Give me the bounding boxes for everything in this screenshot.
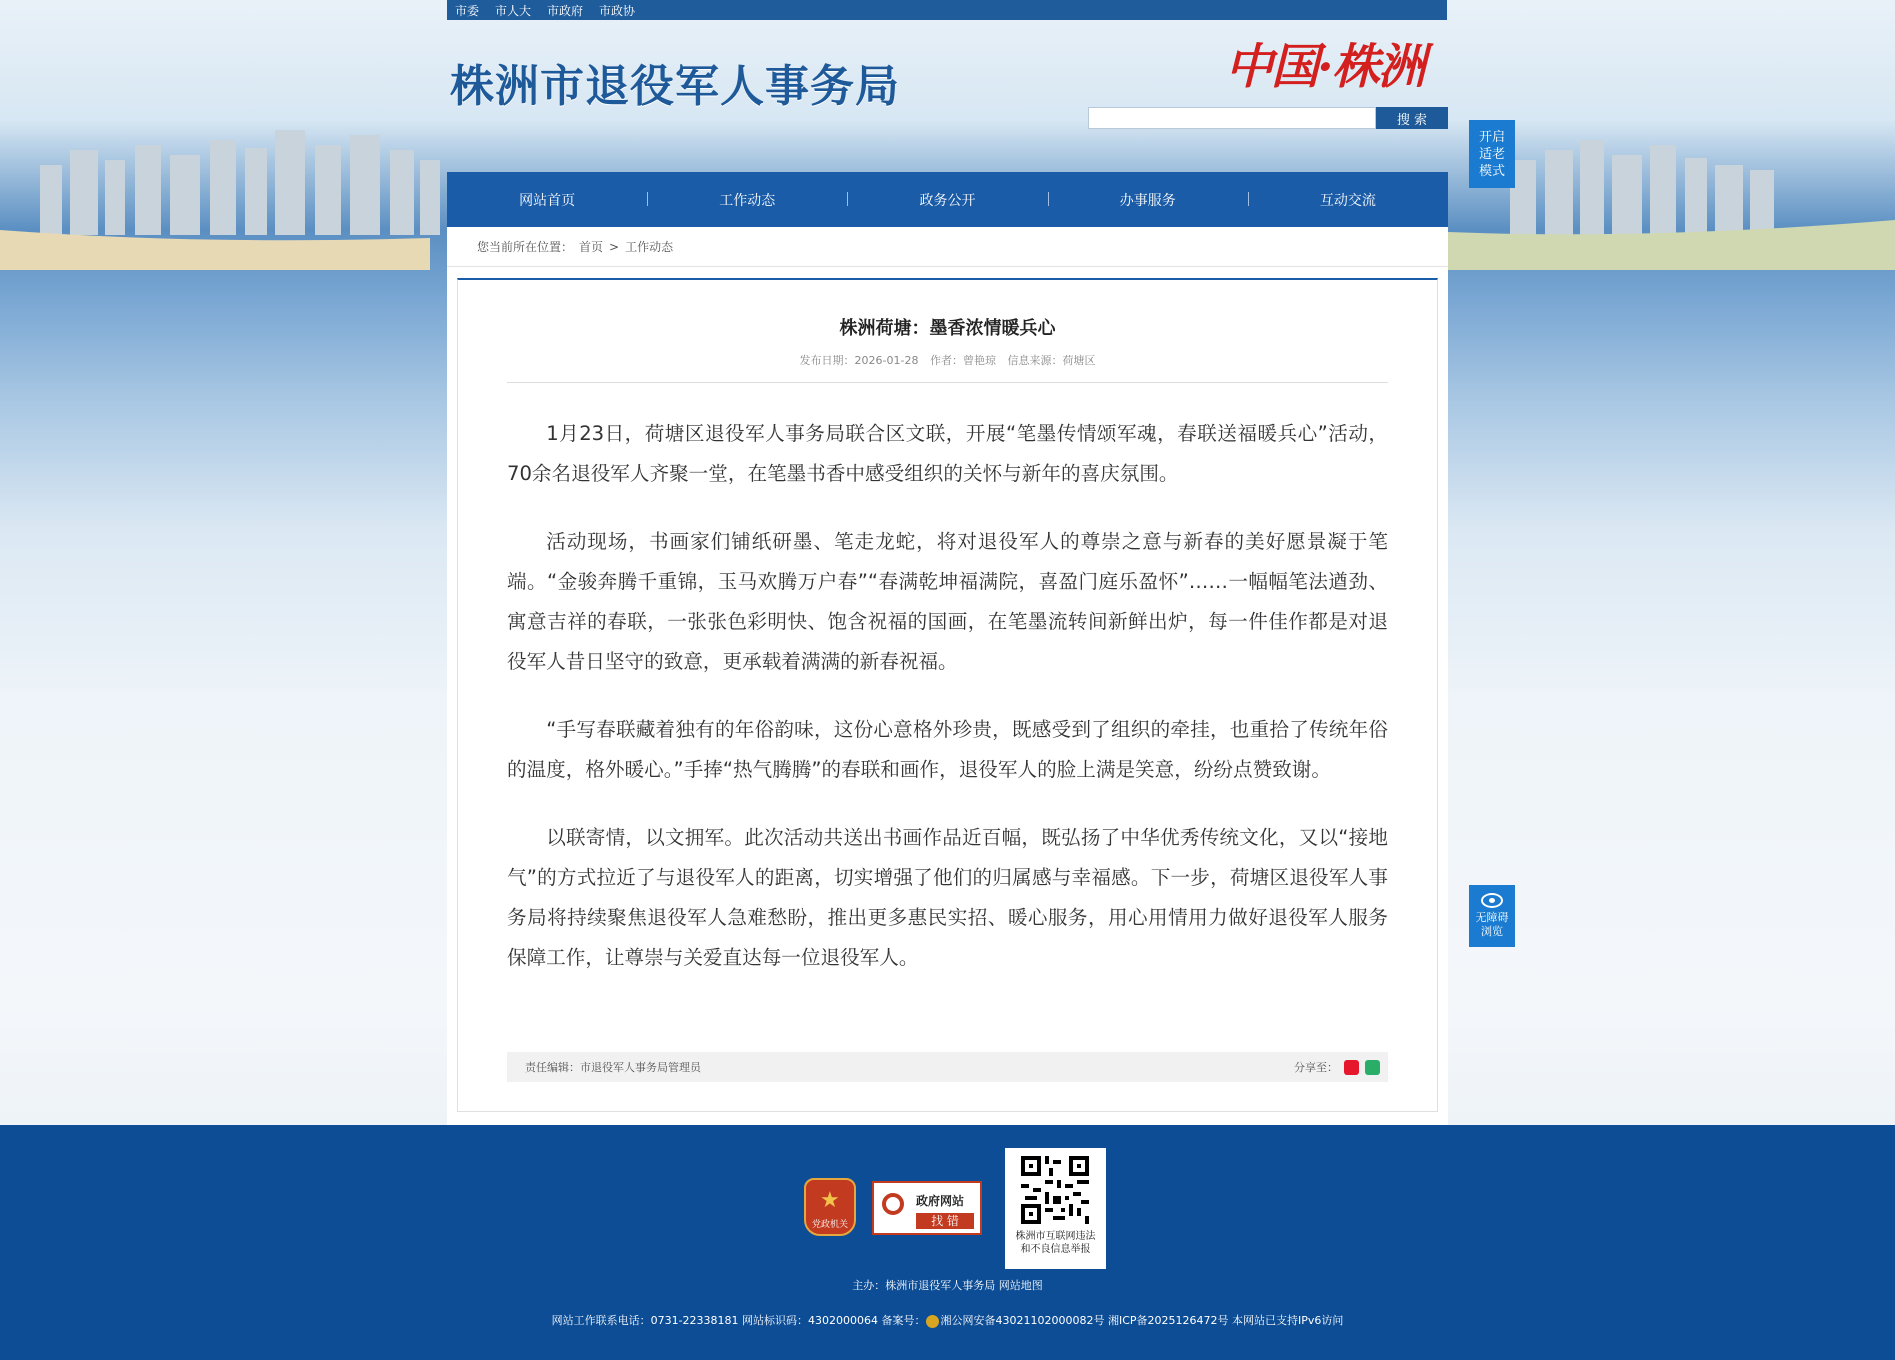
- footer-contact-a: 网站工作联系电话：0731-22338181 网站标识码：4302000064 备案号：: [551, 1314, 926, 1327]
- share-label: 分享至：: [1294, 1061, 1338, 1074]
- eye-icon: [1481, 893, 1503, 908]
- accessibility-button[interactable]: [1469, 885, 1515, 947]
- article-footer-bar: [507, 1052, 1388, 1082]
- magnifier-icon: [882, 1193, 904, 1215]
- china-zhuzhou-calligraphy-logo: 中国·株洲: [1225, 39, 1424, 95]
- wechat-share-icon[interactable]: [1365, 1060, 1380, 1075]
- qr-caption: [1005, 1230, 1106, 1256]
- meta-date-label: 发布日期：: [799, 354, 855, 367]
- breadcrumb-home[interactable]: 首页: [579, 240, 604, 254]
- divider: [507, 382, 1388, 383]
- breadcrumb: [447, 227, 1448, 267]
- footer-host: 主办：株洲市退役军人事务局 网站地图: [852, 1279, 1043, 1292]
- paragraph: 以联寄情，以文拥军。此次活动共送出书画作品近百幅，既弘扬了中华优秀传统文化，又以“接地气”的方式拉近了与退役军人的距离，切实增强了他们的归属感与幸福感。下一步，荷塘区退役军人事务局将持续聚焦退役军人急难愁盼，推出更多惠民实招、暖心服务，用心用情用力做好退役军人服务保障工作，让尊崇与关爱直达每一位退役军人。: [507, 826, 1388, 969]
- police-badge-icon[interactable]: [926, 1315, 939, 1328]
- party-gov-badge[interactable]: [804, 1178, 856, 1236]
- elder-mode-button[interactable]: [1469, 120, 1515, 188]
- top-link-congress[interactable]: 市人大: [495, 3, 532, 18]
- nav-work-news[interactable]: 工作动态: [647, 190, 847, 210]
- top-link-cppcc[interactable]: 市政协: [599, 3, 636, 18]
- qr-caption-line2: 和不良信息举报: [1020, 1244, 1091, 1255]
- elder-mode-label: 开启适老模式: [1478, 129, 1505, 179]
- emblem-icon: ★: [820, 1188, 840, 1213]
- top-link-party[interactable]: 市委: [455, 3, 480, 18]
- footer-contact-b[interactable]: 湘公网安备43021102000082号 湘ICP备2025126472号 本网站已支持IPv6访问: [940, 1314, 1344, 1327]
- meta-source: [1007, 354, 1095, 367]
- nav-services[interactable]: 办事服务: [1048, 190, 1248, 210]
- report-qr-code[interactable]: [1005, 1148, 1106, 1269]
- share-area: [1294, 1052, 1380, 1082]
- meta-author: [930, 354, 996, 367]
- breadcrumb-current[interactable]: 工作动态: [625, 240, 674, 254]
- paragraph: 1月23日，荷塘区退役军人事务局联合区文联，开展“笔墨传情颂军魂，春联送福暖兵心”活动，70余名退役军人齐聚一堂，在笔墨书香中感受组织的关怀与新年的喜庆氛围。: [507, 422, 1388, 485]
- nav-home[interactable]: 网站首页: [519, 192, 576, 209]
- article: [457, 278, 1438, 1112]
- meta-date-value: 2026-01-28: [854, 354, 919, 367]
- gov-site-error-report-badge[interactable]: [872, 1181, 982, 1235]
- qr-code-icon: [1021, 1156, 1089, 1224]
- paragraph: “手写春联藏着独有的年俗韵味，这份心意格外珍贵，既感受到了组织的牵挂，也重拾了传统年俗的温度，格外暖心。”手捧“热气腾腾”的春联和画作，退役军人的脸上满是笑意，纷纷点赞致谢。: [507, 718, 1388, 781]
- search-button[interactable]: 搜 索: [1376, 107, 1448, 129]
- main-nav: [447, 172, 1448, 227]
- badge2-line1: 政府网站: [916, 1194, 965, 1208]
- meta-source-label: 信息来源：: [1007, 354, 1063, 367]
- meta-source-value: 荷塘区: [1062, 354, 1096, 367]
- badge2-line2: 找 错: [916, 1213, 974, 1229]
- breadcrumb-sep: >: [609, 239, 620, 254]
- meta-date: [800, 354, 919, 367]
- accessibility-label: 无障碍浏览: [1475, 911, 1509, 938]
- paragraph: 活动现场，书画家们铺纸研墨、笔走龙蛇，将对退役军人的尊崇之意与新春的美好愿景凝于笔端。“金骏奔腾千重锦，玉马欢腾万户春”“春满乾坤福满院，喜盈门庭乐盈怀”……一幅幅笔法遒劲、寓意吉祥的春联，一张张色彩明快、饱含祝福的国画，在笔墨流转间新鲜出炉，每一件佳作都是对退役军人昔日坚守的致意，更承载着满满的新春祝福。: [507, 530, 1388, 673]
- qr-caption-line1: 株洲市互联网违法: [1015, 1231, 1096, 1242]
- footer-contact: [0, 1312, 1895, 1328]
- top-link-government[interactable]: 市政府: [547, 3, 584, 18]
- responsible-editor: 责任编辑：市退役军人事务局管理员: [525, 1061, 701, 1074]
- nav-gov-affairs[interactable]: 政务公开: [847, 190, 1047, 210]
- article-meta: [458, 352, 1437, 368]
- site-title[interactable]: 株洲市退役军人事务局: [450, 61, 900, 112]
- breadcrumb-prefix: 您当前所在位置：: [477, 240, 574, 254]
- meta-author-value: 曾艳琼: [962, 354, 996, 367]
- meta-author-label: 作者：: [929, 354, 963, 367]
- search-input[interactable]: [1088, 107, 1376, 129]
- nav-interaction[interactable]: 互动交流: [1248, 190, 1448, 210]
- top-links-bar: [447, 0, 1447, 20]
- weibo-share-icon[interactable]: [1344, 1060, 1359, 1075]
- article-title: 株洲荷塘：墨香浓情暖兵心: [839, 318, 1056, 339]
- article-body: [507, 414, 1388, 1006]
- party-gov-badge-label: 党政机关: [811, 1220, 848, 1230]
